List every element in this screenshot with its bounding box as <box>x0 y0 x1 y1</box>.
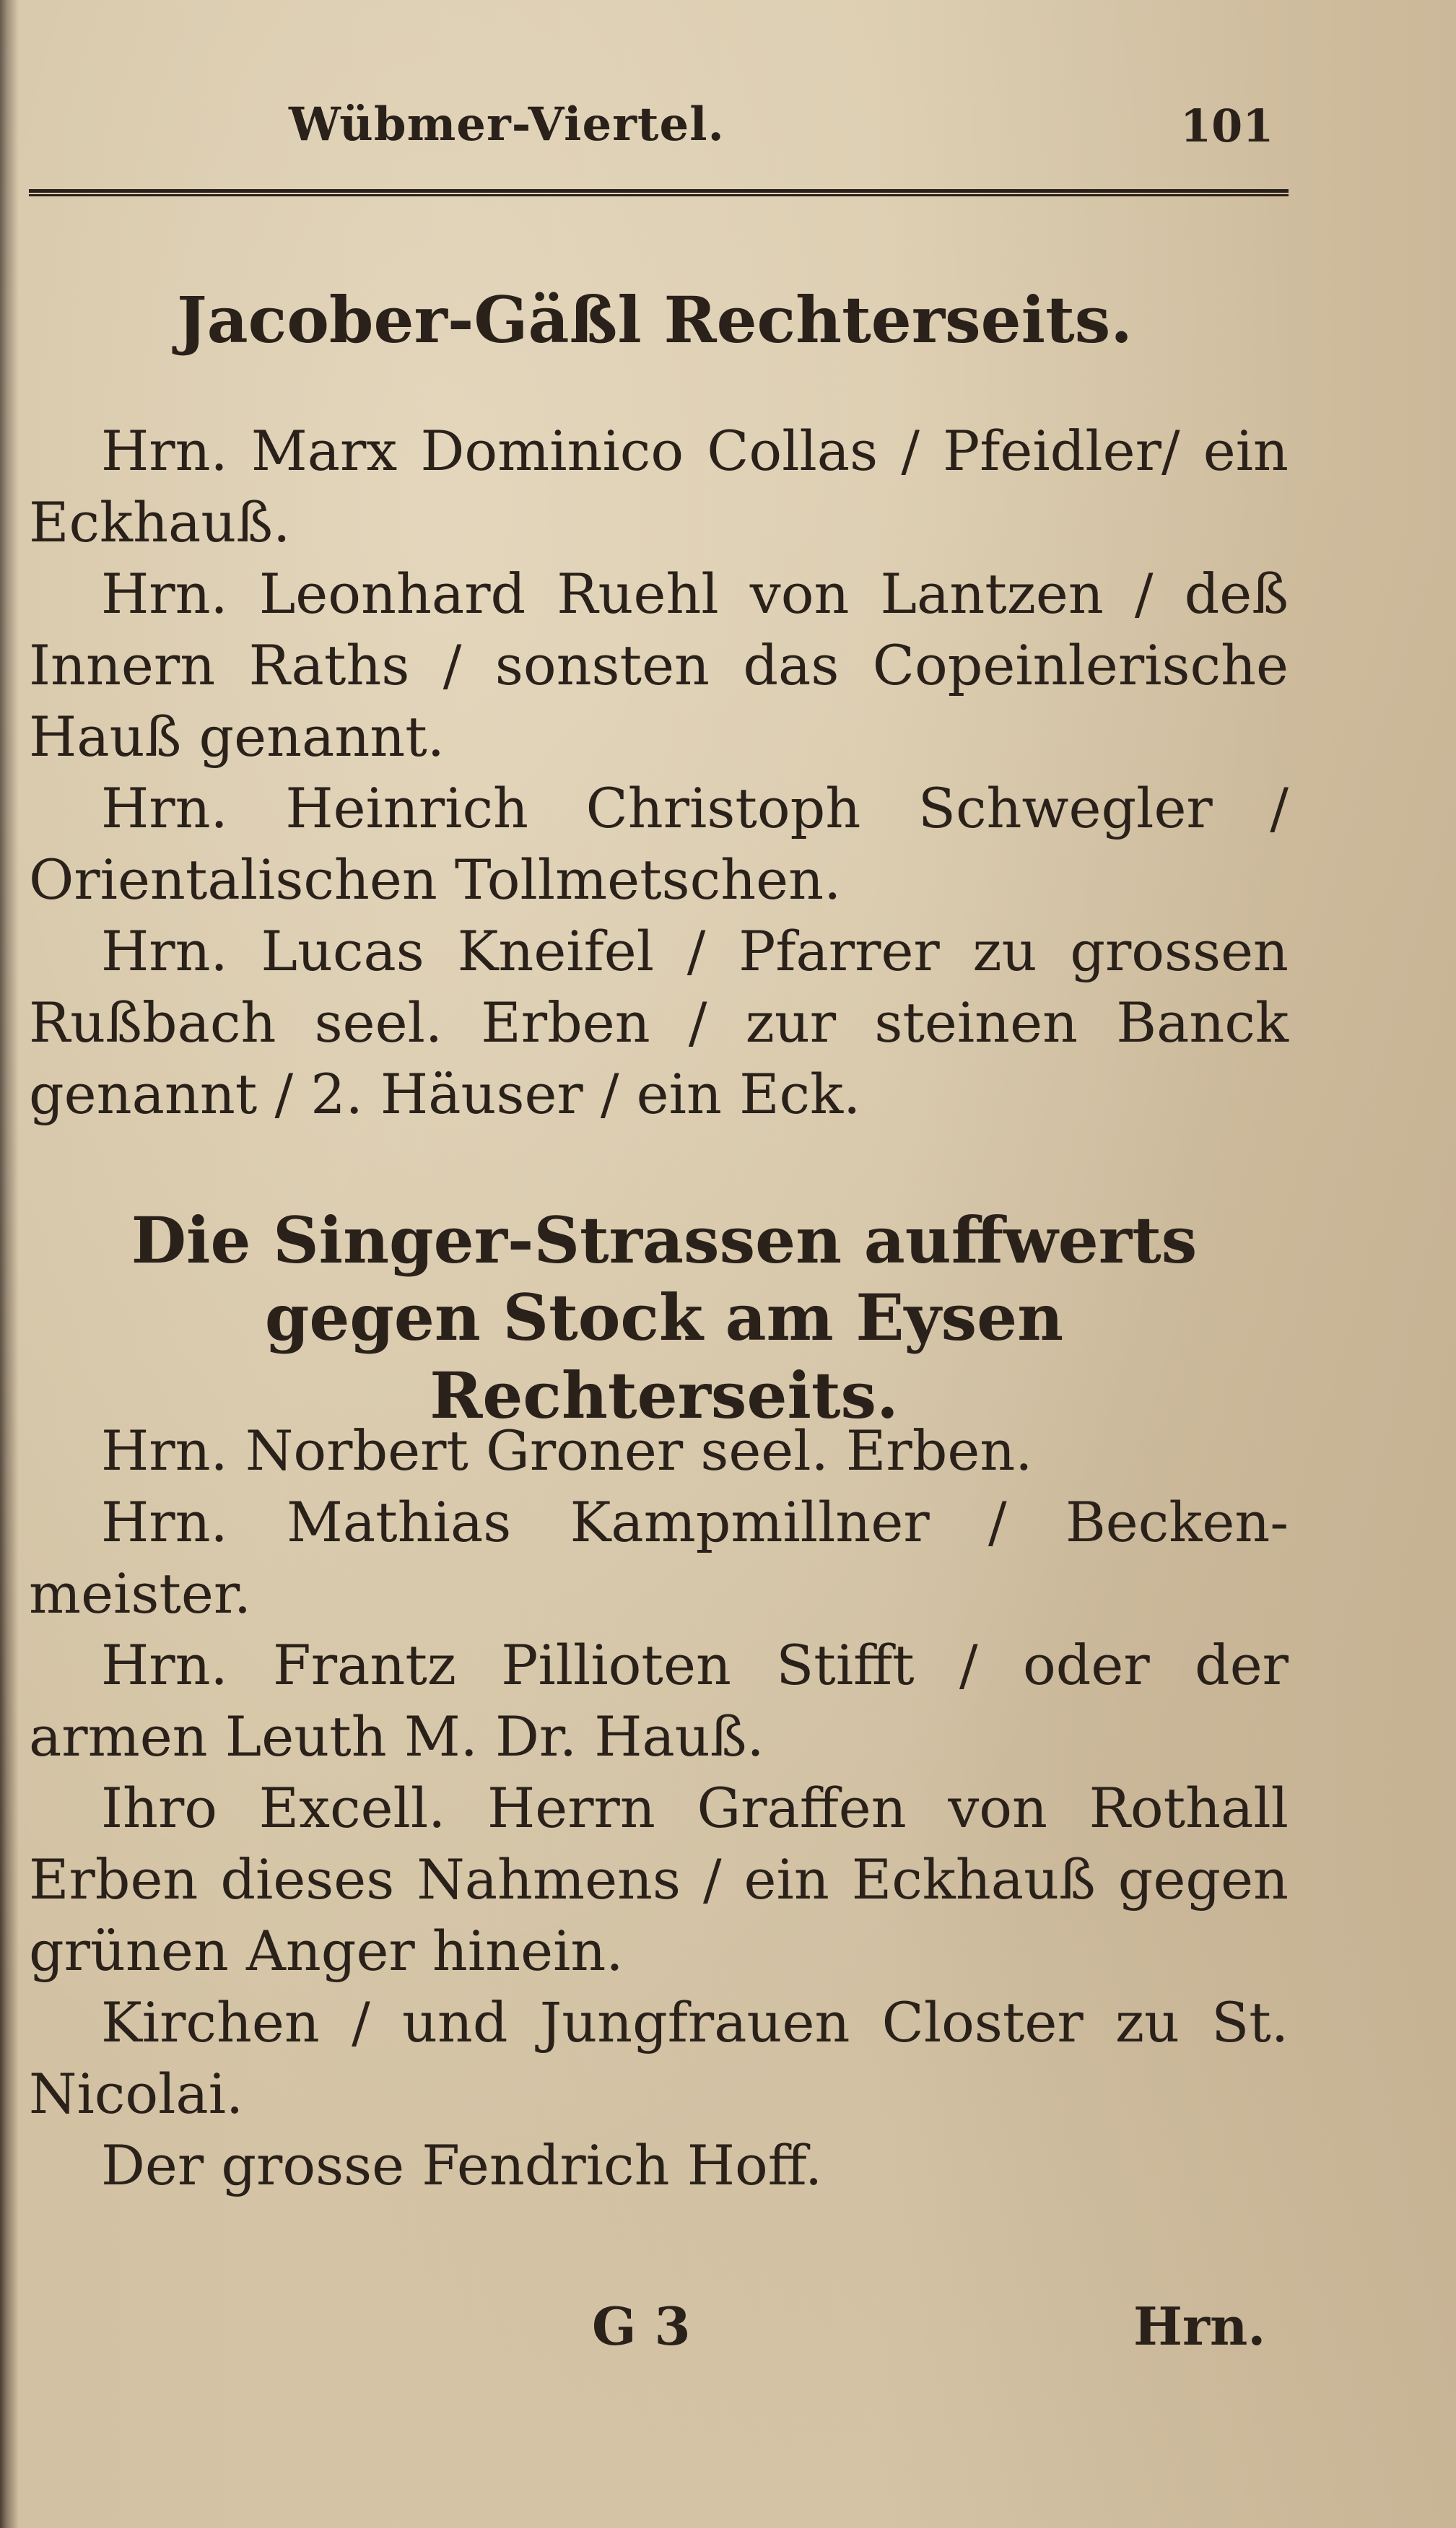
entry: Hrn. Norbert Groner seel. Erben. <box>101 1418 1033 1483</box>
entry: Hrn. Lucas Kneifel / Pfarrer zu grossen Rußbach seel. Erben / zur steinen Banck genannt / 2. Häuser / ein Eck. <box>29 919 1289 1126</box>
entry-list-jacober-gassl <box>29 415 1289 1130</box>
section-heading-singer-strassen: Die Singer-Strassen auffwerts gegen Stock am Eysen Rechterseits. <box>131 1203 1198 1433</box>
running-head: Wübmer-Viertel. <box>289 97 725 152</box>
entry: Hrn. Heinrich Christoph Schwegler / Orientalischen Tollmetschen. <box>29 776 1289 912</box>
section-heading-jacober-gassl: Jacober-Gäßl Rechterseits. <box>177 282 1133 357</box>
entry: Kirchen / und Jungfrauen Closter zu St. Nicolai. <box>29 1990 1289 2126</box>
page-number: 101 <box>1180 100 1274 152</box>
entry: Hrn. Marx Dominico Collas / Pfeidler/ ein Eckhauß. <box>29 419 1289 554</box>
header-rule <box>29 189 1289 196</box>
entry: Der grosse Fendrich Hoff. <box>101 2133 823 2197</box>
entry: Hrn. Frantz Pillioten Stifft / oder der armen Leuth M. Dr. Hauß. <box>29 1633 1289 1769</box>
entry: Hrn. Mathias Kampmillner / Becken-meister. <box>29 1490 1289 1626</box>
entry-list-singer-strassen <box>29 1415 1289 2201</box>
entry: Ihro Excell. Herrn Graffen von Rothall Erben dieses Nahmens / ein Eckhauß gegen grünen Anger hinein. <box>29 1776 1289 1983</box>
catchword: Hrn. <box>1133 2296 1266 2357</box>
signature-mark: G 3 <box>592 2296 691 2357</box>
entry: Hrn. Leonhard Ruehl von Lantzen / deß Innern Raths / sonsten das Copeinlerische Hauß genannt. <box>29 562 1289 769</box>
